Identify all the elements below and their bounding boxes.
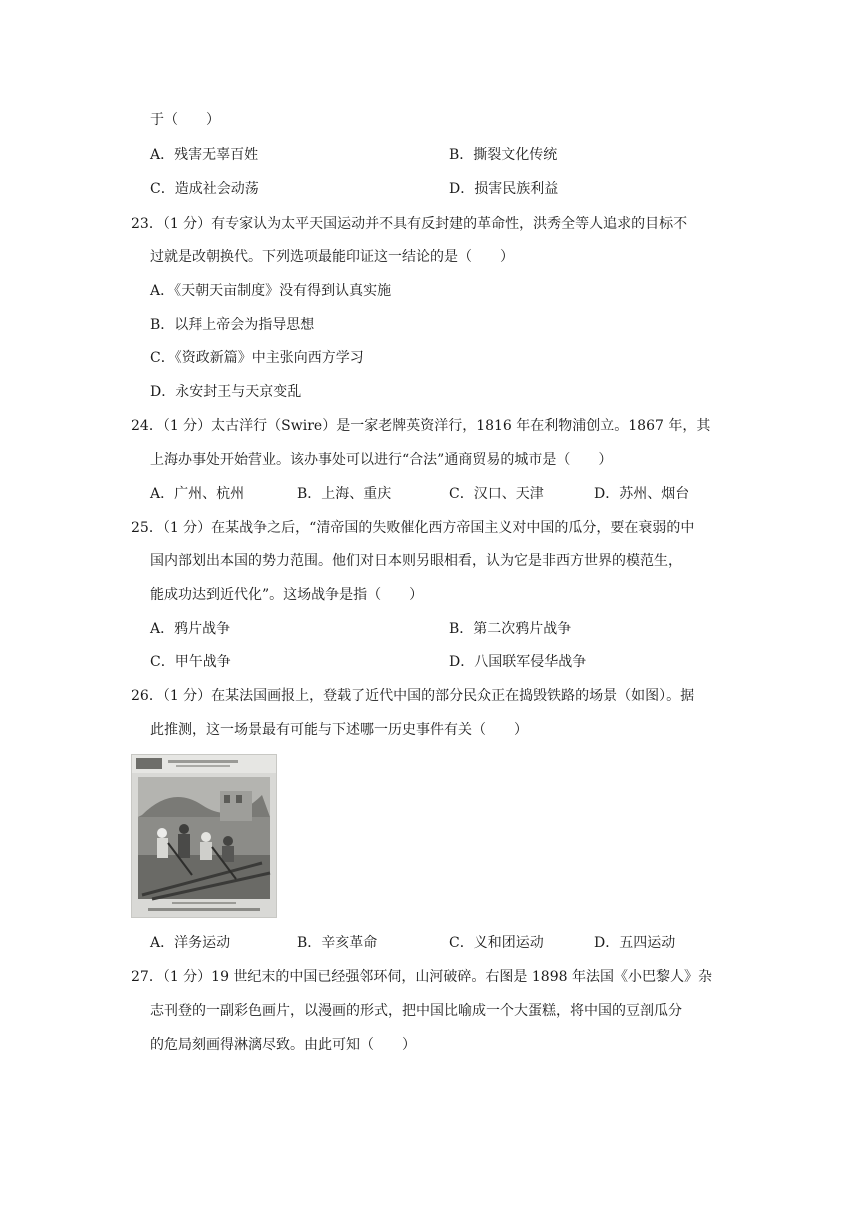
question-22-option-a: A．残害无辜百姓 <box>150 147 259 163</box>
question-27-stem-line-3: 的危局刻画得淋漓尽致。由此可知（ ） <box>150 1037 416 1053</box>
question-24-option-c: C．汉口、天津 <box>449 486 544 502</box>
question-25-option-b: B．第二次鸦片战争 <box>449 621 572 637</box>
question-23-stem-line-2: 过就是改朝换代。下列选项最能印证这一结论的是（ ） <box>150 249 514 265</box>
question-26-option-b: B．辛亥革命 <box>297 935 378 951</box>
question-23-stem-line-1: 23．（1 分）有专家认为太平天国运动并不具有反封建的革命性，洪秀全等人追求的目标不 <box>131 216 688 232</box>
question-25-option-d: D．八国联军侵华战争 <box>449 654 587 670</box>
question-22-option-c: C．造成社会动荡 <box>150 181 259 197</box>
question-23-option-d: D．永安封王与天京变乱 <box>150 384 302 400</box>
question-24-stem-line-1: 24．（1 分）太古洋行（Swire）是一家老牌英资洋行，1816 年在利物浦创立。1867 年，其 <box>131 418 711 434</box>
question-23-option-c: C．《资政新篇》中主张向西方学习 <box>150 350 364 366</box>
question-26-stem-line-1: 26．（1 分）在某法国画报上，登载了近代中国的部分民众正在捣毁铁路的场景（如图）。据 <box>131 688 695 704</box>
question-26-stem-line-2: 此推测，这一场景最有可能与下述哪一历史事件有关（ ） <box>150 722 528 738</box>
newspaper-engraving-image <box>131 754 277 918</box>
question-23-option-a: A．《天朝天亩制度》没有得到认真实施 <box>150 283 392 299</box>
question-22-option-d: D．损害民族利益 <box>449 181 559 197</box>
question-24-option-a: A．广州、杭州 <box>150 486 245 502</box>
question-24-stem-line-2: 上海办事处开始营业。该办事处可以进行“合法”通商贸易的城市是（ ） <box>150 452 613 468</box>
question-22-option-b: B．撕裂文化传统 <box>449 147 558 163</box>
question-27-stem-line-1: 27．（1 分）19 世纪末的中国已经强邻环伺，山河破碎。右图是 1898 年法国《小巴黎人》杂 <box>131 969 712 985</box>
question-26-option-a: A．洋务运动 <box>150 935 231 951</box>
question-27-stem-line-2: 志刊登的一副彩色画片，以漫画的形式，把中国比喻成一个大蛋糕，将中国的豆剖瓜分 <box>150 1003 682 1019</box>
question-25-option-c: C．甲午战争 <box>150 654 231 670</box>
question-23-option-b: B．以拜上帝会为指导思想 <box>150 317 315 333</box>
question-24-option-d: D．苏州、烟台 <box>594 486 690 502</box>
question-22-stem-end: 于（ ） <box>150 112 220 128</box>
question-25-stem-line-3: 能成功达到近代化”。这场战争是指（ ） <box>150 587 424 603</box>
question-25-stem-line-2: 国内部划出本国的势力范围。他们对日本则另眼相看，认为它是非西方世界的模范生， <box>150 553 682 569</box>
question-24-option-b: B．上海、重庆 <box>297 486 392 502</box>
question-25-option-a: A．鸦片战争 <box>150 621 231 637</box>
question-25-stem-line-1: 25．（1 分）在某战争之后，“清帝国的失败催化西方帝国主义对中国的瓜分，要在衰弱的中 <box>131 520 695 536</box>
question-26-option-d: D．五四运动 <box>594 935 676 951</box>
question-26-option-c: C．义和团运动 <box>449 935 544 951</box>
